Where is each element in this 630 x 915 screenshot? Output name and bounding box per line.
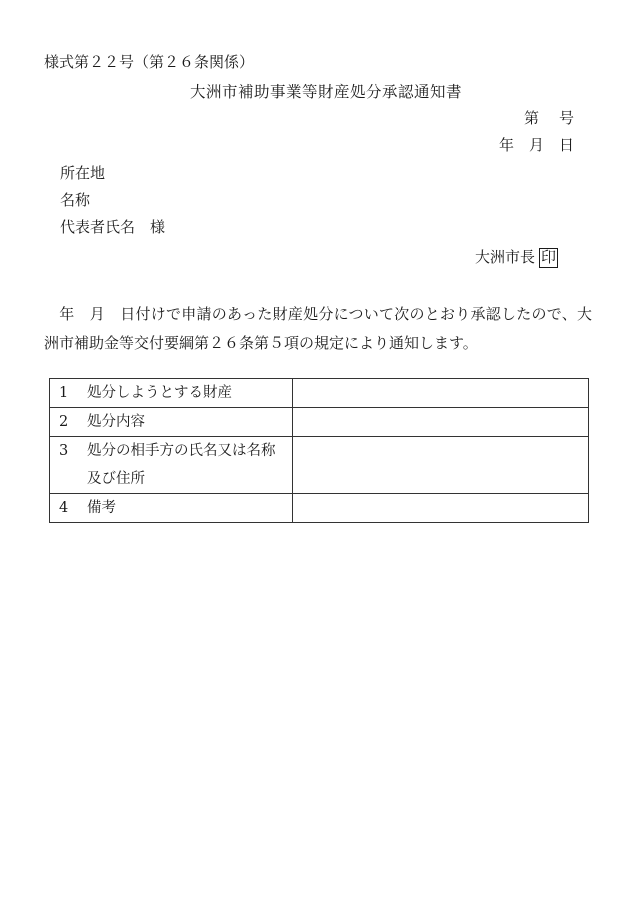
item-label-cell (50, 379, 293, 408)
number-suffix: 号 (558, 109, 574, 127)
item-label-cell (50, 494, 293, 523)
addressee-name-label: 名称 (60, 191, 91, 209)
document-title: 大洲市補助事業等財産処分承認通知書 (190, 83, 463, 101)
body-text: 日付けで申請のあった財産処分について次のとおり承認したので、大洲市補助金等交付要綱第２６条第５項の規定により通知します。 (44, 305, 592, 352)
item-number: 4 (59, 499, 69, 516)
issuer-line (475, 248, 558, 268)
item-value-cell[interactable] (293, 494, 589, 523)
date-day: 日 (558, 136, 574, 154)
body-year: 年 (59, 305, 75, 323)
issue-date-line (499, 138, 574, 153)
item-number: 2 (59, 413, 69, 430)
issuer-title: 大洲市長 (474, 248, 535, 267)
item-label-cell (50, 437, 293, 494)
representative-label: 代表者氏名 (60, 218, 136, 236)
seal-stamp: 印 (540, 248, 556, 266)
item-label: 処分内容 (87, 414, 145, 430)
document-number-line (524, 111, 574, 126)
item-value-cell[interactable] (293, 408, 589, 437)
number-prefix: 第 (523, 109, 539, 127)
item-number: 1 (59, 384, 69, 401)
body-month: 月 (89, 305, 105, 323)
item-label-cell (50, 408, 293, 437)
date-month: 月 (528, 136, 544, 154)
item-value-cell[interactable] (293, 437, 589, 494)
addressee-location-label: 所在地 (60, 164, 106, 182)
disposal-details-table (49, 378, 589, 523)
item-number: 3 (59, 443, 69, 459)
honorific: 様 (150, 218, 166, 236)
table-row (50, 379, 589, 408)
table-row (50, 494, 589, 523)
item-label: 処分しようとする財産 (87, 385, 232, 401)
table-row (50, 408, 589, 437)
item-label: 処分の相手方の氏名又は名称及び住所 (87, 443, 276, 487)
table-row (50, 437, 589, 494)
date-year: 年 (498, 136, 514, 154)
addressee-representative-line (60, 220, 165, 235)
item-label: 備考 (87, 500, 116, 516)
form-number: 様式第２２号（第２６条関係） (44, 53, 255, 71)
item-value-cell[interactable] (293, 379, 589, 408)
notice-body (44, 300, 592, 358)
